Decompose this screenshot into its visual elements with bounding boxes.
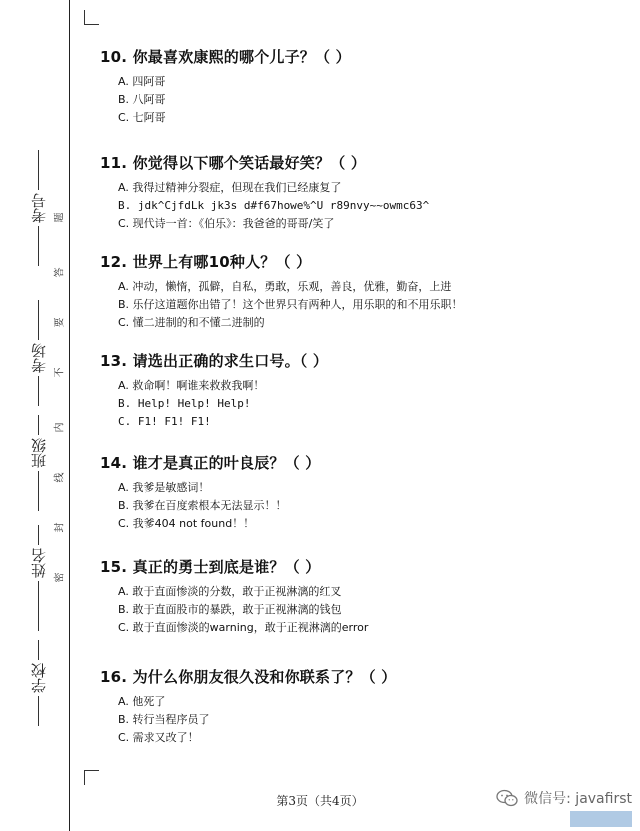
- question-title: 16. 为什么你朋友很久没和你联系了？（ ）: [100, 668, 397, 686]
- question-15: [100, 556, 620, 637]
- option-a: A. 我爹是敏感词！: [118, 481, 210, 494]
- option-b: B. 转行当程序员了: [118, 713, 210, 726]
- field-class: [28, 415, 48, 511]
- binding-line: [69, 0, 70, 831]
- option-a: A. 冲动，懒惰，孤僻，自私，勇敢，乐观，善良，优雅，勤奋，上进: [118, 280, 452, 293]
- question-16: [100, 666, 620, 747]
- option-b: B. 敢于直面股市的暴跌，敢于正视淋漓的钱包: [118, 603, 342, 616]
- corner-mark-top: [84, 10, 99, 25]
- option-c: C. 我爹404 not found！！: [118, 517, 255, 530]
- seal-char: 封: [54, 522, 66, 533]
- field-school: [28, 640, 48, 726]
- seal-char: 不: [54, 367, 66, 378]
- option-c: C. 需求又改了！: [118, 731, 199, 744]
- option-c: C. F1! F1! F1!: [118, 415, 211, 428]
- question-13: [100, 350, 620, 431]
- option-a: A. 救命啊！啊谁来救救我啊！: [118, 379, 265, 392]
- option-a: A. 我得过精神分裂症，但现在我们已经康复了: [118, 181, 342, 194]
- seal-char: 要: [54, 317, 66, 328]
- option-c: C. 敢于直面惨淡的warning，敢于正视淋漓的error: [118, 621, 369, 634]
- option-c: C. 七阿哥: [118, 111, 166, 124]
- question-title: 10. 你最喜欢康熙的哪个儿子？（ ）: [100, 48, 351, 66]
- seal-char: 内: [54, 422, 66, 433]
- wechat-icon: [496, 789, 518, 807]
- option-b: B. jdk^CjfdLk jk3s d#f67howe%^U r89nvy~~owmc63^: [118, 199, 430, 212]
- field-exam-number: [28, 150, 48, 266]
- field-label: 班级: [29, 438, 48, 468]
- seal-char: 答: [54, 267, 66, 278]
- watermark-stamp: [570, 811, 632, 827]
- seal-char: 线: [54, 472, 66, 483]
- page-number: 第3页（共4页）: [276, 794, 364, 808]
- option-b: B. Help! Help! Help!: [118, 397, 251, 410]
- option-c: C. 现代诗一首：《伯乐》：我爸爸的哥哥/笑了: [118, 217, 335, 230]
- corner-mark-bottom: [84, 770, 99, 785]
- option-a: A. 敢于直面惨淡的分数，敢于正视淋漓的红叉: [118, 585, 342, 598]
- option-b: B. 我爹在百度索根本无法显示！！: [118, 499, 287, 512]
- seal-char: 题: [54, 212, 66, 223]
- question-12: [100, 251, 620, 332]
- option-b: B. 八阿哥: [118, 93, 166, 106]
- watermark: [496, 788, 632, 808]
- field-label: 考号: [29, 193, 48, 223]
- option-c: C. 懂二进制的和不懂二进制的: [118, 316, 265, 329]
- option-a: A. 他死了: [118, 695, 166, 708]
- question-title: 13. 请选出正确的求生口号。（ ）: [100, 352, 329, 370]
- question-title: 14. 谁才是真正的叶良辰？（ ）: [100, 454, 321, 472]
- question-title: 15. 真正的勇士到底是谁？（ ）: [100, 558, 321, 576]
- field-exam-room: [28, 300, 48, 406]
- field-name: [28, 525, 48, 631]
- option-a: A. 四阿哥: [118, 75, 166, 88]
- question-title: 12. 世界上有哪10种人？（ ）: [100, 253, 312, 271]
- question-14: [100, 452, 620, 533]
- option-b: B. 乐仔这道题你出错了！这个世界只有两种人，用乐职的和不用乐职！: [118, 298, 463, 311]
- field-label: 姓名: [29, 548, 48, 578]
- question-10: [100, 46, 620, 127]
- watermark-text: 微信号: javafirst: [524, 791, 632, 807]
- seal-char: 密: [54, 572, 66, 583]
- field-label: 考场: [29, 343, 48, 373]
- field-label: 学校: [29, 663, 48, 693]
- question-title: 11. 你觉得以下哪个笑话最好笑？（ ）: [100, 154, 367, 172]
- question-11: [100, 152, 620, 233]
